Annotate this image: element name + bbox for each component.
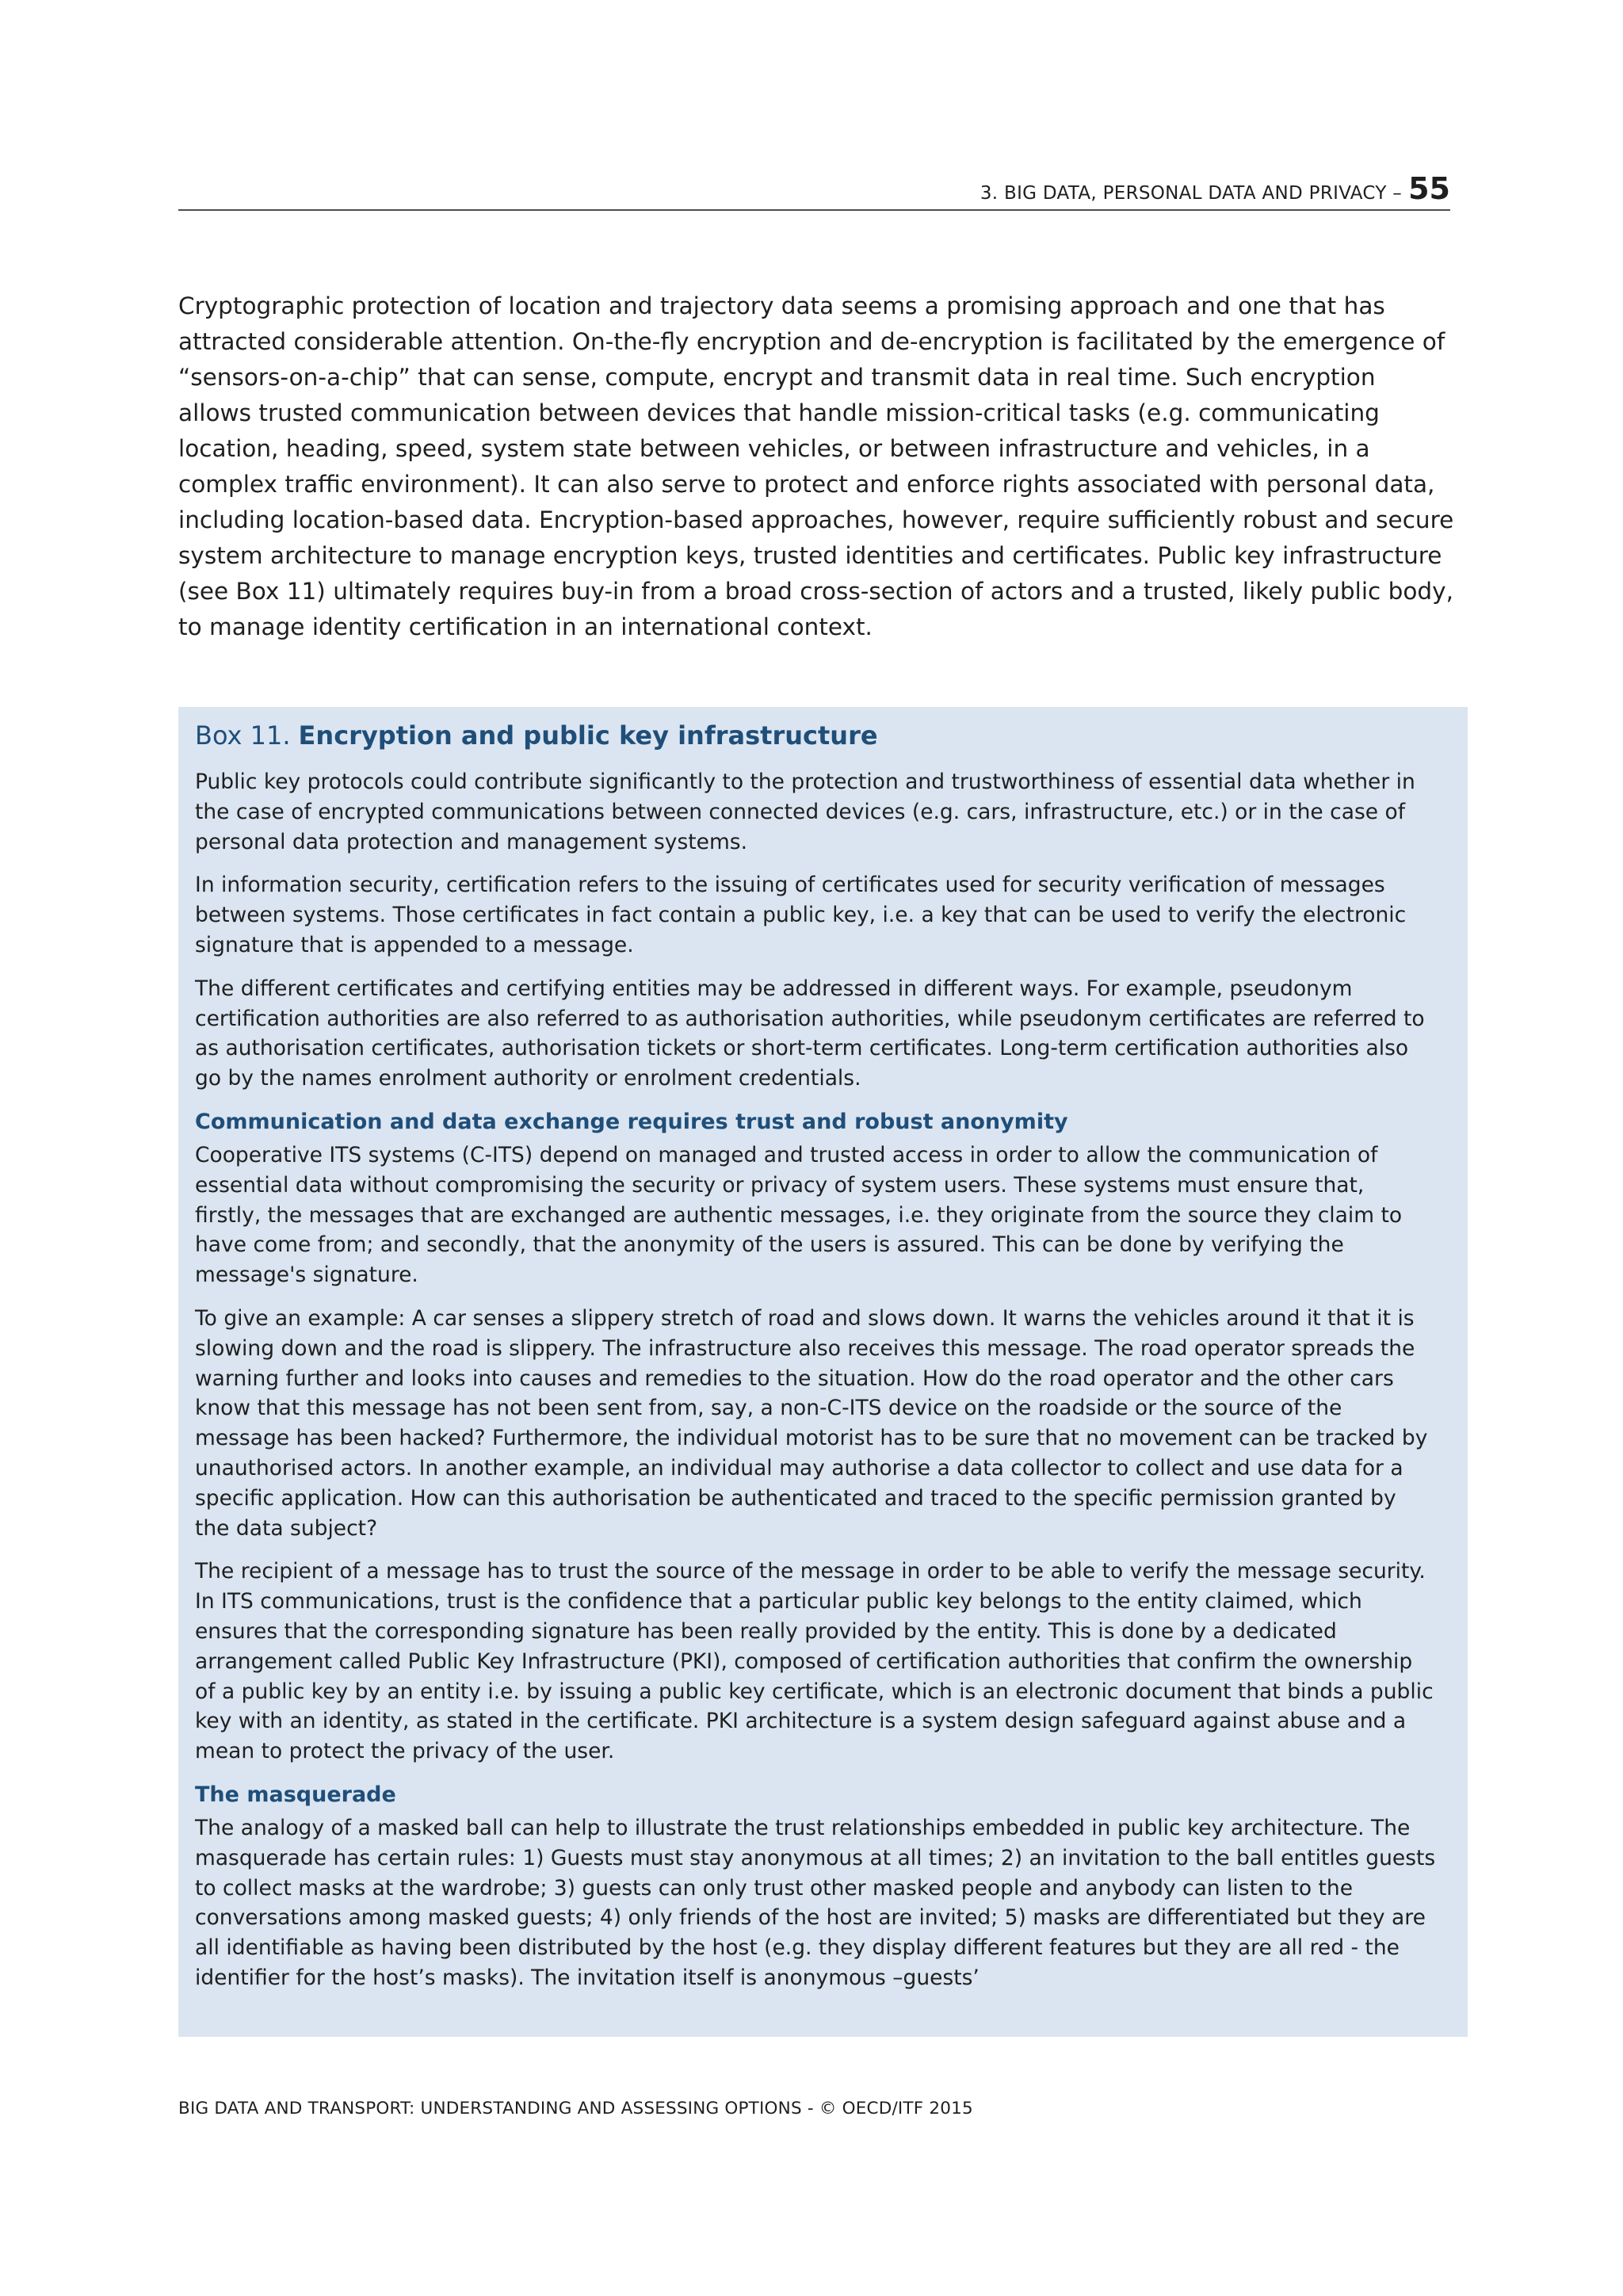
box-paragraph: The analogy of a masked ball can help to illustrate the trust relationships embedded in public key architecture. The masquerade has certain rules: 1) Guests must stay anonymous at all times; 2) an invitation to the ball entitles guests to collect masks at the wardrobe; 3) guests can only trust other masked people and anybody can listen to the conversations among masked guests; 4) only friends of the host are invited; 5) masks are differentiated but they are all identifiable as having been distributed by the host (e.g. they display different features but they are all red - the identifier for the host’s masks). The invitation itself is anonymous –guests’ (195, 1815, 1436, 1990)
page-number: 55 (1408, 171, 1450, 206)
box-11 (178, 707, 1468, 2037)
subheading-masquerade: The masquerade (195, 1782, 396, 1807)
box-paragraph: Cooperative ITS systems (C-ITS) depend on managed and trusted access in order to allow the communication of essential data without compromising the security or privacy of system users. These systems must ensure that, firstly, the messages that are exchanged are authentic messages, i.e. they originate from the source they claim to have come from; and secondly, that the anonymity of the users is assured. This can be done by verifying the message's signature. (195, 1142, 1403, 1288)
subheading-communication: Communication and data exchange requires trust and robust anonymity (195, 1109, 1068, 1134)
page-footer: BIG DATA AND TRANSPORT: UNDERSTANDING AND ASSESSING OPTIONS - © OECD/ITF 2015 (178, 2099, 973, 2118)
running-header (178, 173, 1450, 211)
header-text (980, 171, 1450, 206)
box-heading: Encryption and public key infrastructure (298, 720, 878, 751)
box-paragraph: In information security, certification refers to the issuing of certificates used for security verification of messages between systems. Those certificates in fact contain a public key, i.e. a key that can be used to verify the electronic signature that is appended to a message. (195, 873, 1407, 957)
header-section-title: 3. BIG DATA, PERSONAL DATA AND PRIVACY – (980, 183, 1403, 204)
intro-paragraph: Cryptographic protection of location and trajectory data seems a promising approach and one that has attracted considerable attention. On-the-fly encryption and de-encryption is facilitated by the emergence of “sensors-on-a-chip” that can sense, compute, encrypt and transmit data in real time. Such encryption allows trusted communication between devices that handle mission-critical tasks (e.g. communicating location, heading, speed, system state between vehicles, or between infrastructure and vehicles, in a complex traffic environment). It can also serve to protect and enforce rights associated with personal data, including location-based data. Encryption-based approaches, however, require sufficiently robust and secure system architecture to manage encryption keys, trusted identities and certificates. Public key infrastructure (see Box 11) ultimately requires buy-in from a broad cross-section of actors and a trusted, likely public body, to manage identity certification in an international context. (178, 292, 1454, 640)
box-paragraph: The different certificates and certifying entities may be addressed in different ways. For example, pseudonym certification authorities are also referred to as authorisation authorities, while pseudonym certificates are referred to as authorisation certificates, authorisation tickets or short-term certificates. Long-term certification authorities also go by the names enrolment authority or enrolment credentials. (195, 976, 1425, 1091)
box-title (195, 718, 1436, 753)
box-paragraph: To give an example: A car senses a slippery stretch of road and slows down. It warns the vehicles around it that it is slowing down and the road is slippery. The infrastructure also receives this message. The road operator spreads the warning further and looks into causes and remedies to the situation. How do the road operator and the other cars know that this message has not been sent from, say, a non-C-ITS device on the roadside or the source of the message has been hacked? Furthermore, the individual motorist has to be sure that no movement can be tracked by unauthorised actors. In another example, an individual may authorise a data collector to collect and use data for a specific application. How can this authorisation be authenticated and traced to the specific permission granted by the data subject? (195, 1305, 1428, 1541)
box-number: Box 11. (195, 720, 291, 751)
box-paragraph: Public key protocols could contribute significantly to the protection and trustworthiness of essential data whether in the case of encrypted communications between connected devices (e.g. cars, infrastructure, etc.) or in the case of personal data protection and management systems. (195, 770, 1415, 854)
box-paragraph: The recipient of a message has to trust the source of the message in order to be able to verify the message security. In ITS communications, trust is the confidence that a particular public key belongs to the entity claimed, which ensures that the corresponding signature has been really provided by the entity. This is done by a dedicated arrangement called Public Key Infrastructure (PKI), composed of certification authorities that confirm the ownership of a public key by an entity i.e. by issuing a public key certificate, which is an electronic document that binds a public key with an identity, as stated in the certificate. PKI architecture is a system design safeguard against abuse and a mean to protect the privacy of the user. (195, 1559, 1434, 1764)
